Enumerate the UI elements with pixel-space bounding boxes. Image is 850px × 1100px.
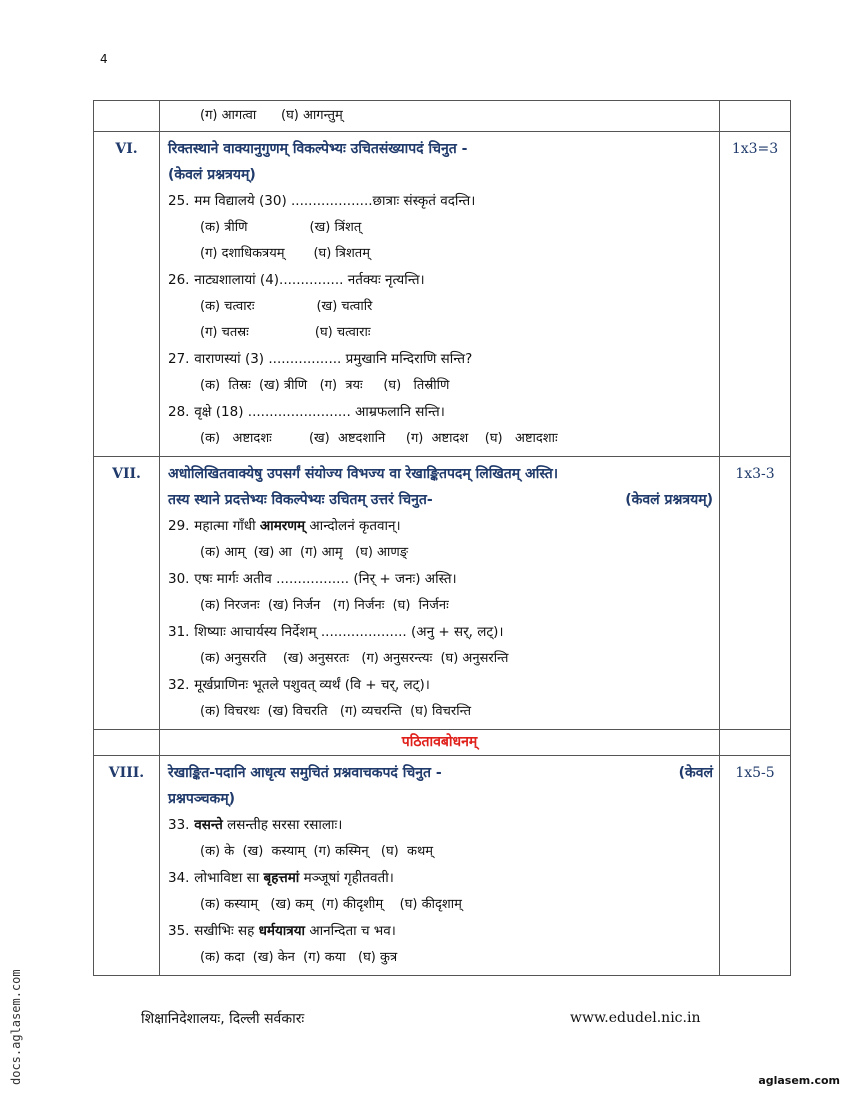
- question-text: महात्मा गाँधी: [194, 518, 260, 534]
- question-number: 29.: [168, 518, 190, 534]
- question-number: 32.: [168, 677, 190, 693]
- question-text: एषः मार्गः अतीव ................. (निर् + जनः) अस्ति।: [194, 571, 457, 587]
- section-label: VIII.: [94, 756, 160, 976]
- question-table: [93, 100, 791, 976]
- option-line: (क) कदा (ख) केन (ग) कया (घ) कुत्र: [200, 950, 398, 965]
- question: [168, 865, 713, 892]
- question-number: 25.: [168, 193, 190, 209]
- question: [168, 812, 713, 839]
- question-text: वाराणस्यां (3) ................. प्रमुखानि मन्दिराणि सन्ति?: [194, 351, 473, 367]
- question-number: 35.: [168, 923, 190, 939]
- question-text: मम विद्यालये (30) ...................छात्राः संस्कृतं वदन्ति।: [194, 193, 476, 209]
- option-line: (क) अष्टादशः (ख) अष्टदशानि (ग) अष्टादश (घ) अष्टादशाः: [200, 431, 558, 446]
- question: [168, 346, 713, 373]
- question: [168, 619, 713, 646]
- question: [168, 513, 713, 540]
- question-number: 27.: [168, 351, 190, 367]
- instruction-text: रेखाङ्कित-पदानि आधृत्य समुचितं प्रश्नवाचकपदं चिनुत -: [168, 765, 442, 781]
- option-line: (ग) चतस्रः (घ) चत्वाराः: [200, 325, 371, 340]
- option-line: (क) के (ख) कस्याम् (ग) कस्मिन् (घ) कथम्: [200, 844, 434, 859]
- question-text: आनन्दिता च भव।: [305, 923, 396, 939]
- question-number: 30.: [168, 571, 190, 587]
- question-text: शिष्याः आचार्यस्य निर्देशम् .................... (अनु + सर्, लट्)।: [194, 624, 504, 640]
- instruction-row: [168, 760, 713, 786]
- question-number: 34.: [168, 870, 190, 886]
- underlined-word: आमरणम्: [259, 518, 306, 534]
- underlined-word: वसन्ते: [194, 817, 223, 833]
- table-row: [94, 730, 791, 756]
- question: [168, 267, 713, 294]
- question: [168, 672, 713, 699]
- instruction-text: रिक्तस्थाने वाक्यानुगुणम् विकल्पेभ्यः उचितसंख्यापदं चिनुत -: [168, 141, 468, 157]
- option-line: (क) चत्वारः (ख) चत्वारि: [200, 299, 373, 314]
- side-watermark: docs.aglasem.com: [9, 969, 23, 1085]
- page-number: 4: [100, 52, 108, 66]
- section-label: VII.: [94, 457, 160, 730]
- question-text: मञ्जूषां गृहीतवती।: [299, 870, 394, 886]
- question-text: लसन्तीह सरसा रसालाः।: [222, 817, 343, 833]
- option-line: (ग) दशाधिकत्रयम् (घ) त्रिशतम्: [200, 246, 370, 261]
- option-line: (क) आम् (ख) आ (ग) आमृ (घ) आणङ्: [200, 545, 409, 560]
- marks-label: 1x5-5: [720, 756, 791, 976]
- option-line: (क) तिस्रः (ख) त्रीणि (ग) त्रयः (घ) तिस्रीणि: [200, 378, 450, 393]
- instruction-text: अधोलिखितवाक्येषु उपसर्गं संयोज्य विभज्य वा रेखाङ्कितपदम् लिखितम् अस्ति।: [168, 466, 559, 482]
- underlined-word: धर्मयात्रया: [258, 923, 306, 939]
- content-cell: [160, 101, 720, 132]
- instruction-text: (केवलं प्रश्नत्रयम्): [168, 167, 256, 183]
- section-label: VI.: [94, 132, 160, 457]
- question-number: 33.: [168, 817, 190, 833]
- instruction-note: (केवलं: [678, 765, 713, 781]
- instruction-text: प्रश्नपञ्चकम्): [168, 791, 236, 807]
- question: [168, 918, 713, 945]
- content-cell: [160, 756, 720, 976]
- marks-cell: [720, 730, 791, 756]
- section-heading: पठितावबोधनम्: [160, 730, 720, 756]
- table-row: [94, 457, 791, 730]
- brand-watermark: aglasem.com: [758, 1074, 840, 1087]
- question-number: 26.: [168, 272, 190, 288]
- option-line: (क) कस्याम् (ख) कम् (ग) कीदृशीम् (घ) कीदृशाम्: [200, 897, 462, 912]
- marks-label: 1x3=3: [720, 132, 791, 457]
- question-text: आन्दोलनं कृतवान्।: [305, 518, 401, 534]
- question-text: लोभाविष्टा सा: [194, 870, 264, 886]
- option-line: (क) निरजनः (ख) निर्जन (ग) निर्जनः (घ) निर्जनः: [200, 598, 449, 613]
- table-row: [94, 101, 791, 132]
- underlined-word: बृहत्तमां: [263, 870, 300, 886]
- question: [168, 566, 713, 593]
- section-label-cell: [94, 101, 160, 132]
- instruction-text: तस्य स्थाने प्रदत्तेभ्यः विकल्पेभ्यः उचितम् उत्तरं चिनुत-: [168, 492, 433, 508]
- option-line: (क) अनुसरति (ख) अनुसरतः (ग) अनुसरन्त्यः (घ) अनुसरन्ति: [200, 651, 509, 666]
- table-row: [94, 756, 791, 976]
- option-line: (क) विचरथः (ख) विचरति (ग) व्यचरन्ति (घ) विचरन्ति: [200, 704, 471, 719]
- option-line: (क) त्रीणि (ख) त्रिंशत्: [200, 220, 362, 235]
- footer-website: www.edudel.nic.in: [570, 1010, 701, 1026]
- question: [168, 188, 713, 215]
- instruction-note: (केवलं प्रश्नत्रयम्): [625, 492, 713, 508]
- question-number: 28.: [168, 404, 190, 420]
- question-text: नाट्यशालायां (4)............... नर्तक्यः नृत्यन्ति।: [194, 272, 425, 288]
- question-text: सखीभिः सह: [194, 923, 259, 939]
- marks-cell: [720, 101, 791, 132]
- footer-department: शिक्षानिदेशालयः, दिल्ली सर्वकारः: [141, 1011, 305, 1027]
- question: [168, 399, 713, 426]
- content-cell: [160, 132, 720, 457]
- question-text: मूर्खप्राणिनः भूतले पशुवत् व्यर्थं (वि + चर्, लट्)।: [194, 677, 430, 693]
- content-cell: [160, 457, 720, 730]
- instruction-row: [168, 487, 713, 513]
- marks-label: 1x3-3: [720, 457, 791, 730]
- table-row: [94, 132, 791, 457]
- option-line: (ग) आगत्वा (घ) आगन्तुम्: [200, 108, 343, 123]
- question-number: 31.: [168, 624, 190, 640]
- question-text: वृक्षे (18) ........................ आम्रफलानि सन्ति।: [194, 404, 445, 420]
- section-label-cell: [94, 730, 160, 756]
